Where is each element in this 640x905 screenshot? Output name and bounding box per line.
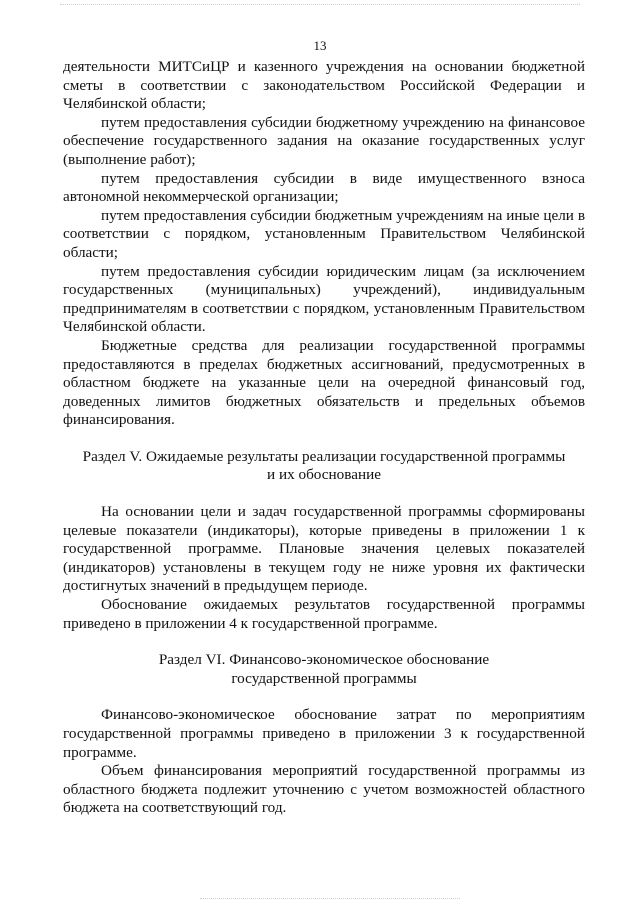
section-6-heading-line-1: Раздел VI. Финансово-экономическое обоснование bbox=[158, 651, 490, 669]
paragraph-subsidy-property-contribution: путем предоставления субсидии в виде имущественного взноса автономной некоммерческой организации; bbox=[63, 169, 585, 206]
section-6-heading bbox=[63, 651, 585, 688]
section-5-heading-line-1: Раздел V. Ожидаемые результаты реализации государственной программы bbox=[82, 447, 566, 465]
section-6-heading-line-2: государственной программы bbox=[231, 669, 417, 687]
section-6-paragraph-costs: Финансово-экономическое обоснование затрат по мероприятиям государственной программы приведено в приложении 3 к государственной программе. bbox=[63, 706, 585, 761]
scan-artifact-top bbox=[60, 4, 580, 7]
section-5-heading-line-2: и их обоснование bbox=[267, 466, 381, 484]
scan-artifact-bottom bbox=[200, 898, 460, 901]
section-6-paragraph-funding-volume: Объем финансирования мероприятий государственной программы из областного бюджета подлежит уточнению с учетом возможностей областного бюджета на соответствующий год. bbox=[63, 762, 585, 817]
document-body bbox=[63, 58, 585, 818]
paragraph-subsidy-budget-institution: путем предоставления субсидии бюджетному учреждению на финансовое обеспечение государственного задания на оказание государственных услуг (выполнение работ); bbox=[63, 113, 585, 168]
paragraph-continuation: деятельности МИТСиЦР и казенного учреждения на основании бюджетной сметы в соответствии с законодательством Российской Федерации и Челябинской области; bbox=[63, 58, 585, 113]
page-number: 13 bbox=[313, 38, 327, 53]
section-5-paragraph-justification: Обоснование ожидаемых результатов государственной программы приведено в приложении 4 к государственной программе. bbox=[63, 596, 585, 632]
section-5-paragraph-indicators: На основании цели и задач государственной программы сформированы целевые показатели (индикаторы), которые приведены в приложении 1 к государственной программе. Плановые значения целевых показателей (индикаторов) установлены в текущем году не ниже уровня их фактически достигнутых значений в предыдущем периоде. bbox=[63, 503, 585, 595]
section-5-heading bbox=[63, 448, 585, 485]
paragraph-budget-funds: Бюджетные средства для реализации государственной программы предоставляются в пределах бюджетных ассигнований, предусмотренных в областном бюджете на указанные цели на очередной финансовый год, доведенных лимитов бюджетных обязательств и предельных объемов финансирования. bbox=[63, 336, 585, 429]
paragraph-subsidy-legal-entities: путем предоставления субсидии юридическим лицам (за исключением государственных (муниципальных) учреждений), индивидуальным предпринимателям в соответствии с порядком, установленным Правительством Челябинской области. bbox=[63, 262, 585, 336]
paragraph-subsidy-other-purposes: путем предоставления субсидии бюджетным учреждениям на иные цели в соответствии с порядком, установленным Правительством Челябинской области; bbox=[63, 206, 585, 261]
